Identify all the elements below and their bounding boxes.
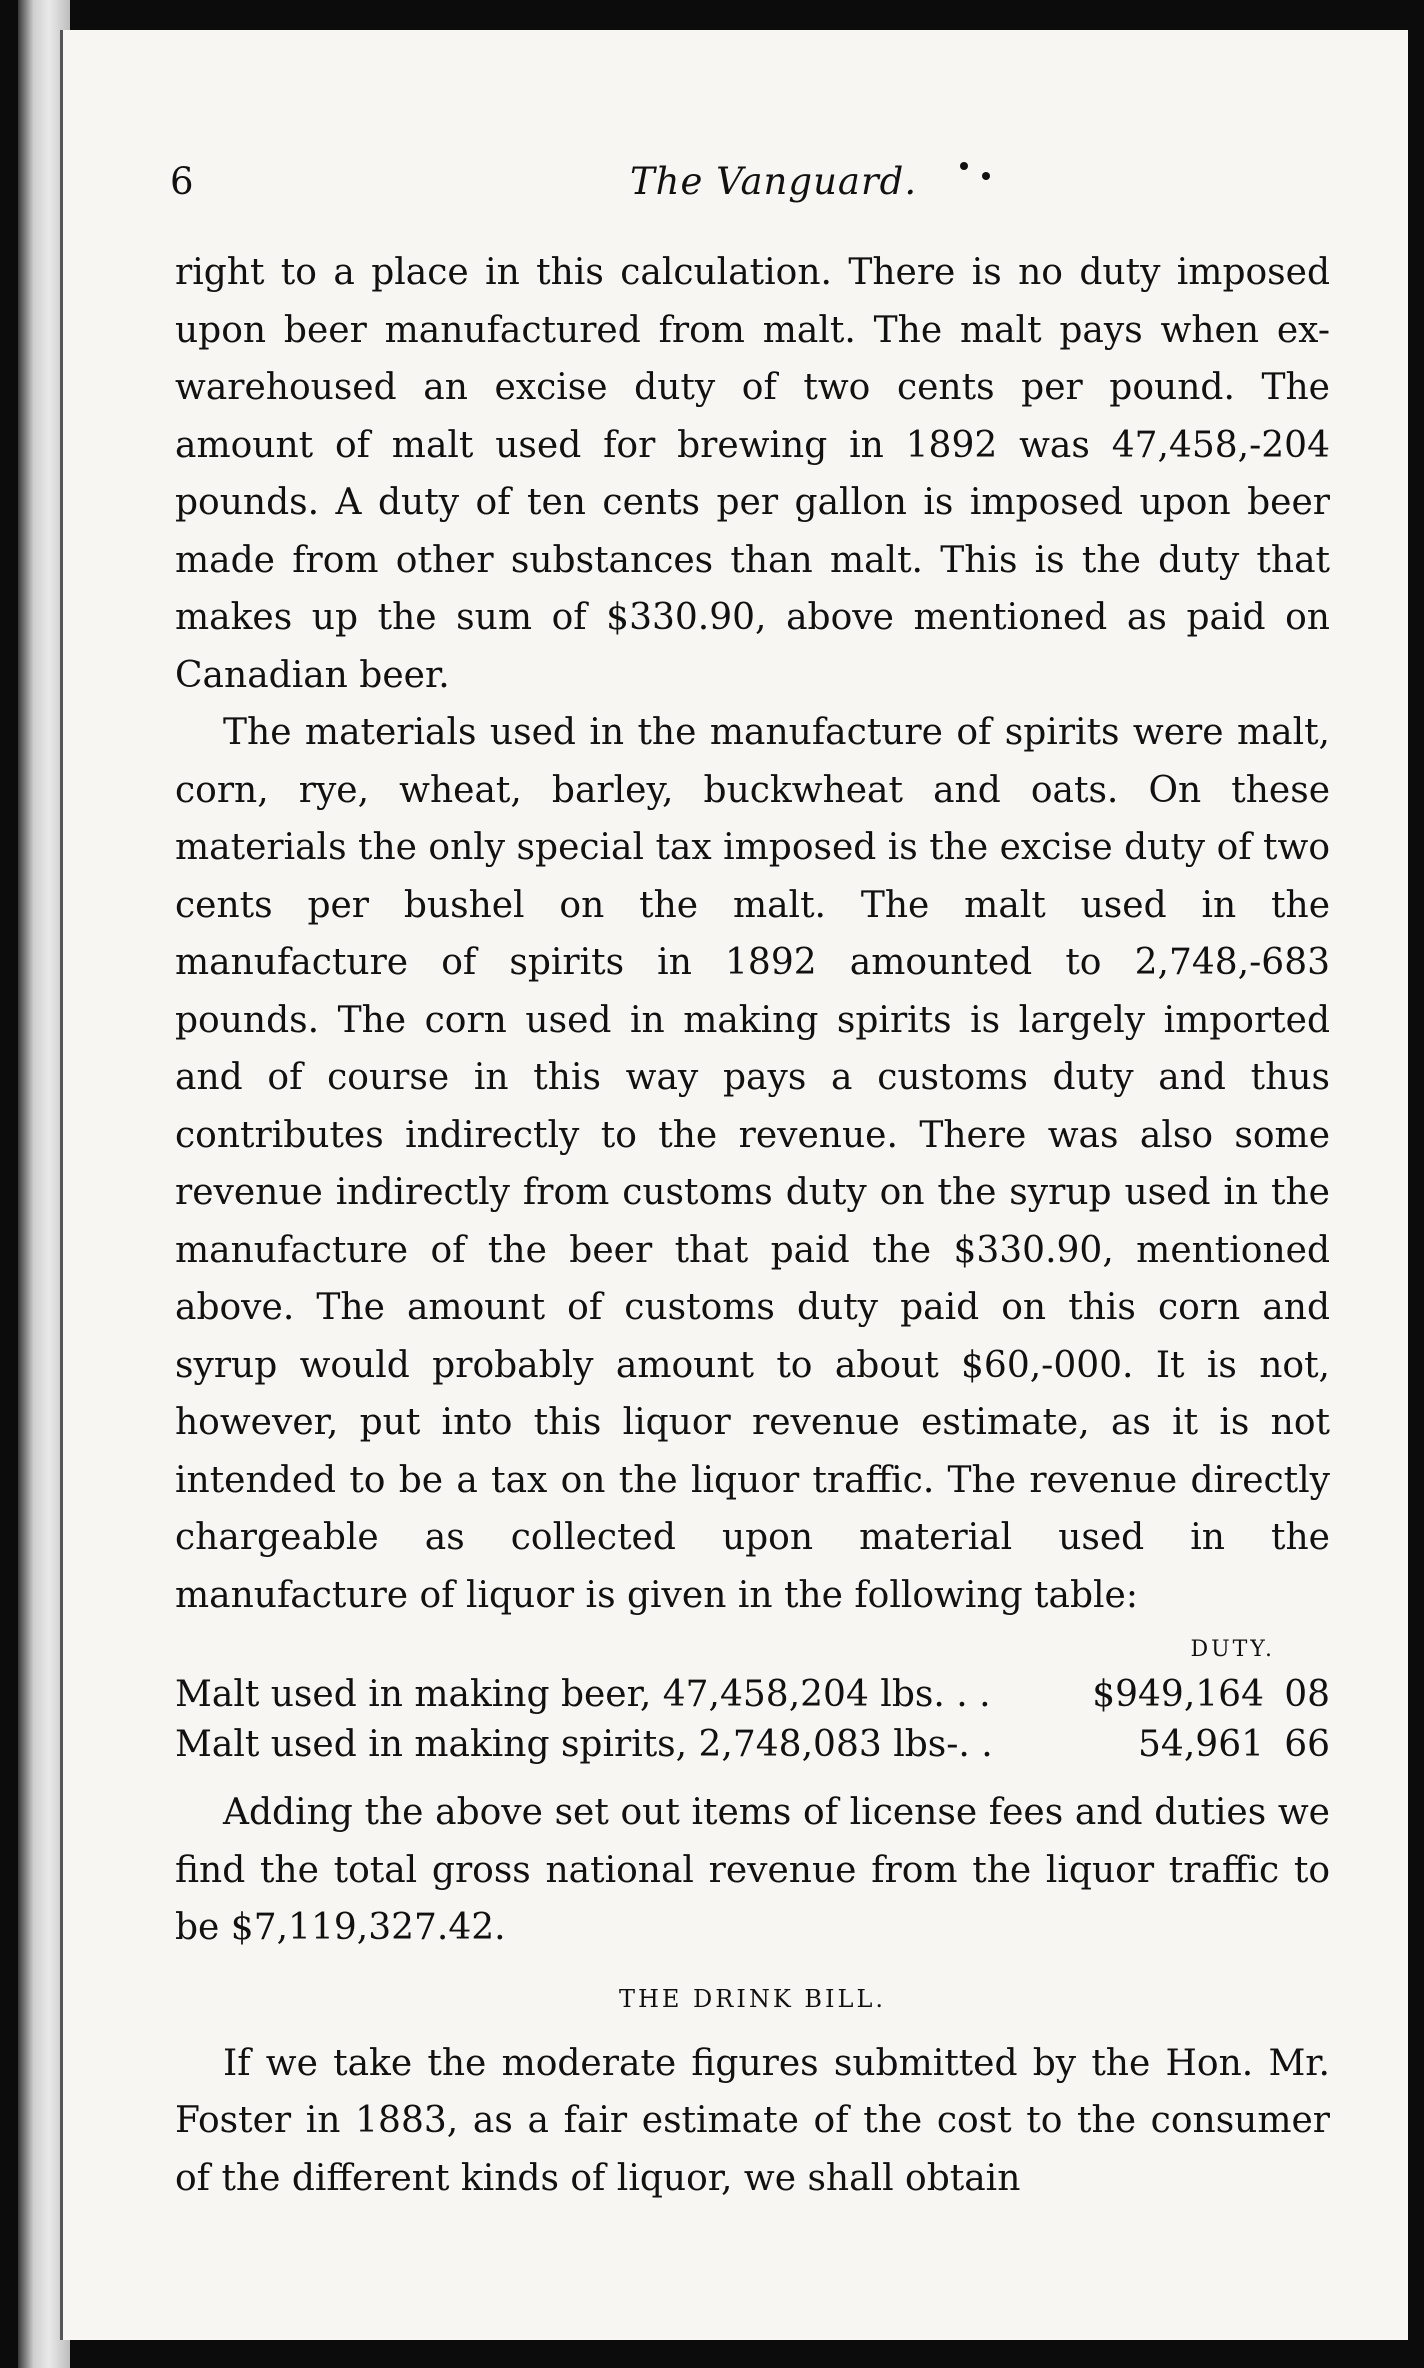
section-heading: THE DRINK BILL. — [618, 1984, 887, 2013]
paragraph-drink-bill: If we take the moderate figures submitted by the Hon. Mr. Foster in 1883, as a fair estimate of the cost to the consumer of the different kinds of liquor, we shall obtain — [175, 2042, 1330, 2199]
page-body — [175, 244, 1330, 2207]
table-row — [175, 1720, 1330, 1770]
paragraph-total-revenue: Adding the above set out items of license fees and duties we find the total gross national revenue from the liquor traffic to be $7,119,327.42. — [175, 1792, 1330, 1948]
table-cell-amount: 54,961 — [1138, 1724, 1264, 1765]
table-row — [175, 1670, 1330, 1720]
table-cell-amount: $949,164 — [1092, 1674, 1264, 1715]
duty-table — [175, 1670, 1330, 1770]
table-cell-item: Malt used in making beer, 47,458,204 lbs. . . — [175, 1674, 991, 1715]
running-title: The Vanguard. — [630, 160, 918, 203]
ink-speck — [982, 172, 990, 180]
duty-column-header: DUTY. — [1190, 1637, 1275, 1662]
ink-speck — [960, 162, 968, 170]
paragraph-spirits-materials: The materials used in the manufacture of spirits were malt, corn, rye, wheat, barley, buckwheat and oats. On these materials the only special tax imposed is the excise duty of two cents per bushel on the malt. The malt used in the manufacture of spirits in 1892 amounted to 2,748,-683 pounds. The corn used in making spirits is largely imported and of course in this way pays a customs duty and thus contributes indirectly to the revenue. There was also some revenue indirectly from customs duty on the syrup used in the manufacture of the beer that paid the $330.90, mentioned above. The amount of customs duty paid on this corn and syrup would probably amount to about $60,-000. It is not, however, put into this liquor revenue estimate, as it is not intended to be a tax on the liquor traffic. The revenue directly chargeable as collected upon material used in the manufacture of liquor is given in the following table: — [175, 712, 1330, 1616]
table-cell-cents: 66 — [1284, 1724, 1330, 1765]
page-header — [110, 160, 1300, 220]
table-cell-item: Malt used in making spirits, 2,748,083 lbs-. . — [175, 1724, 993, 1765]
table-cell-cents: 08 — [1284, 1674, 1330, 1715]
paragraph-beer-duty: right to a place in this calculation. There is no duty imposed upon beer manufactured from malt. The malt pays when ex-warehoused an excise duty of two cents per pound. The amount of malt used for brewing in 1892 was 47,458,-204 pounds. A duty of ten cents per gallon is imposed upon beer made from other substances than malt. This is the duty that makes up the sum of $330.90, above mentioned as paid on Canadian beer. — [175, 252, 1330, 696]
page-number: 6 — [170, 160, 194, 203]
